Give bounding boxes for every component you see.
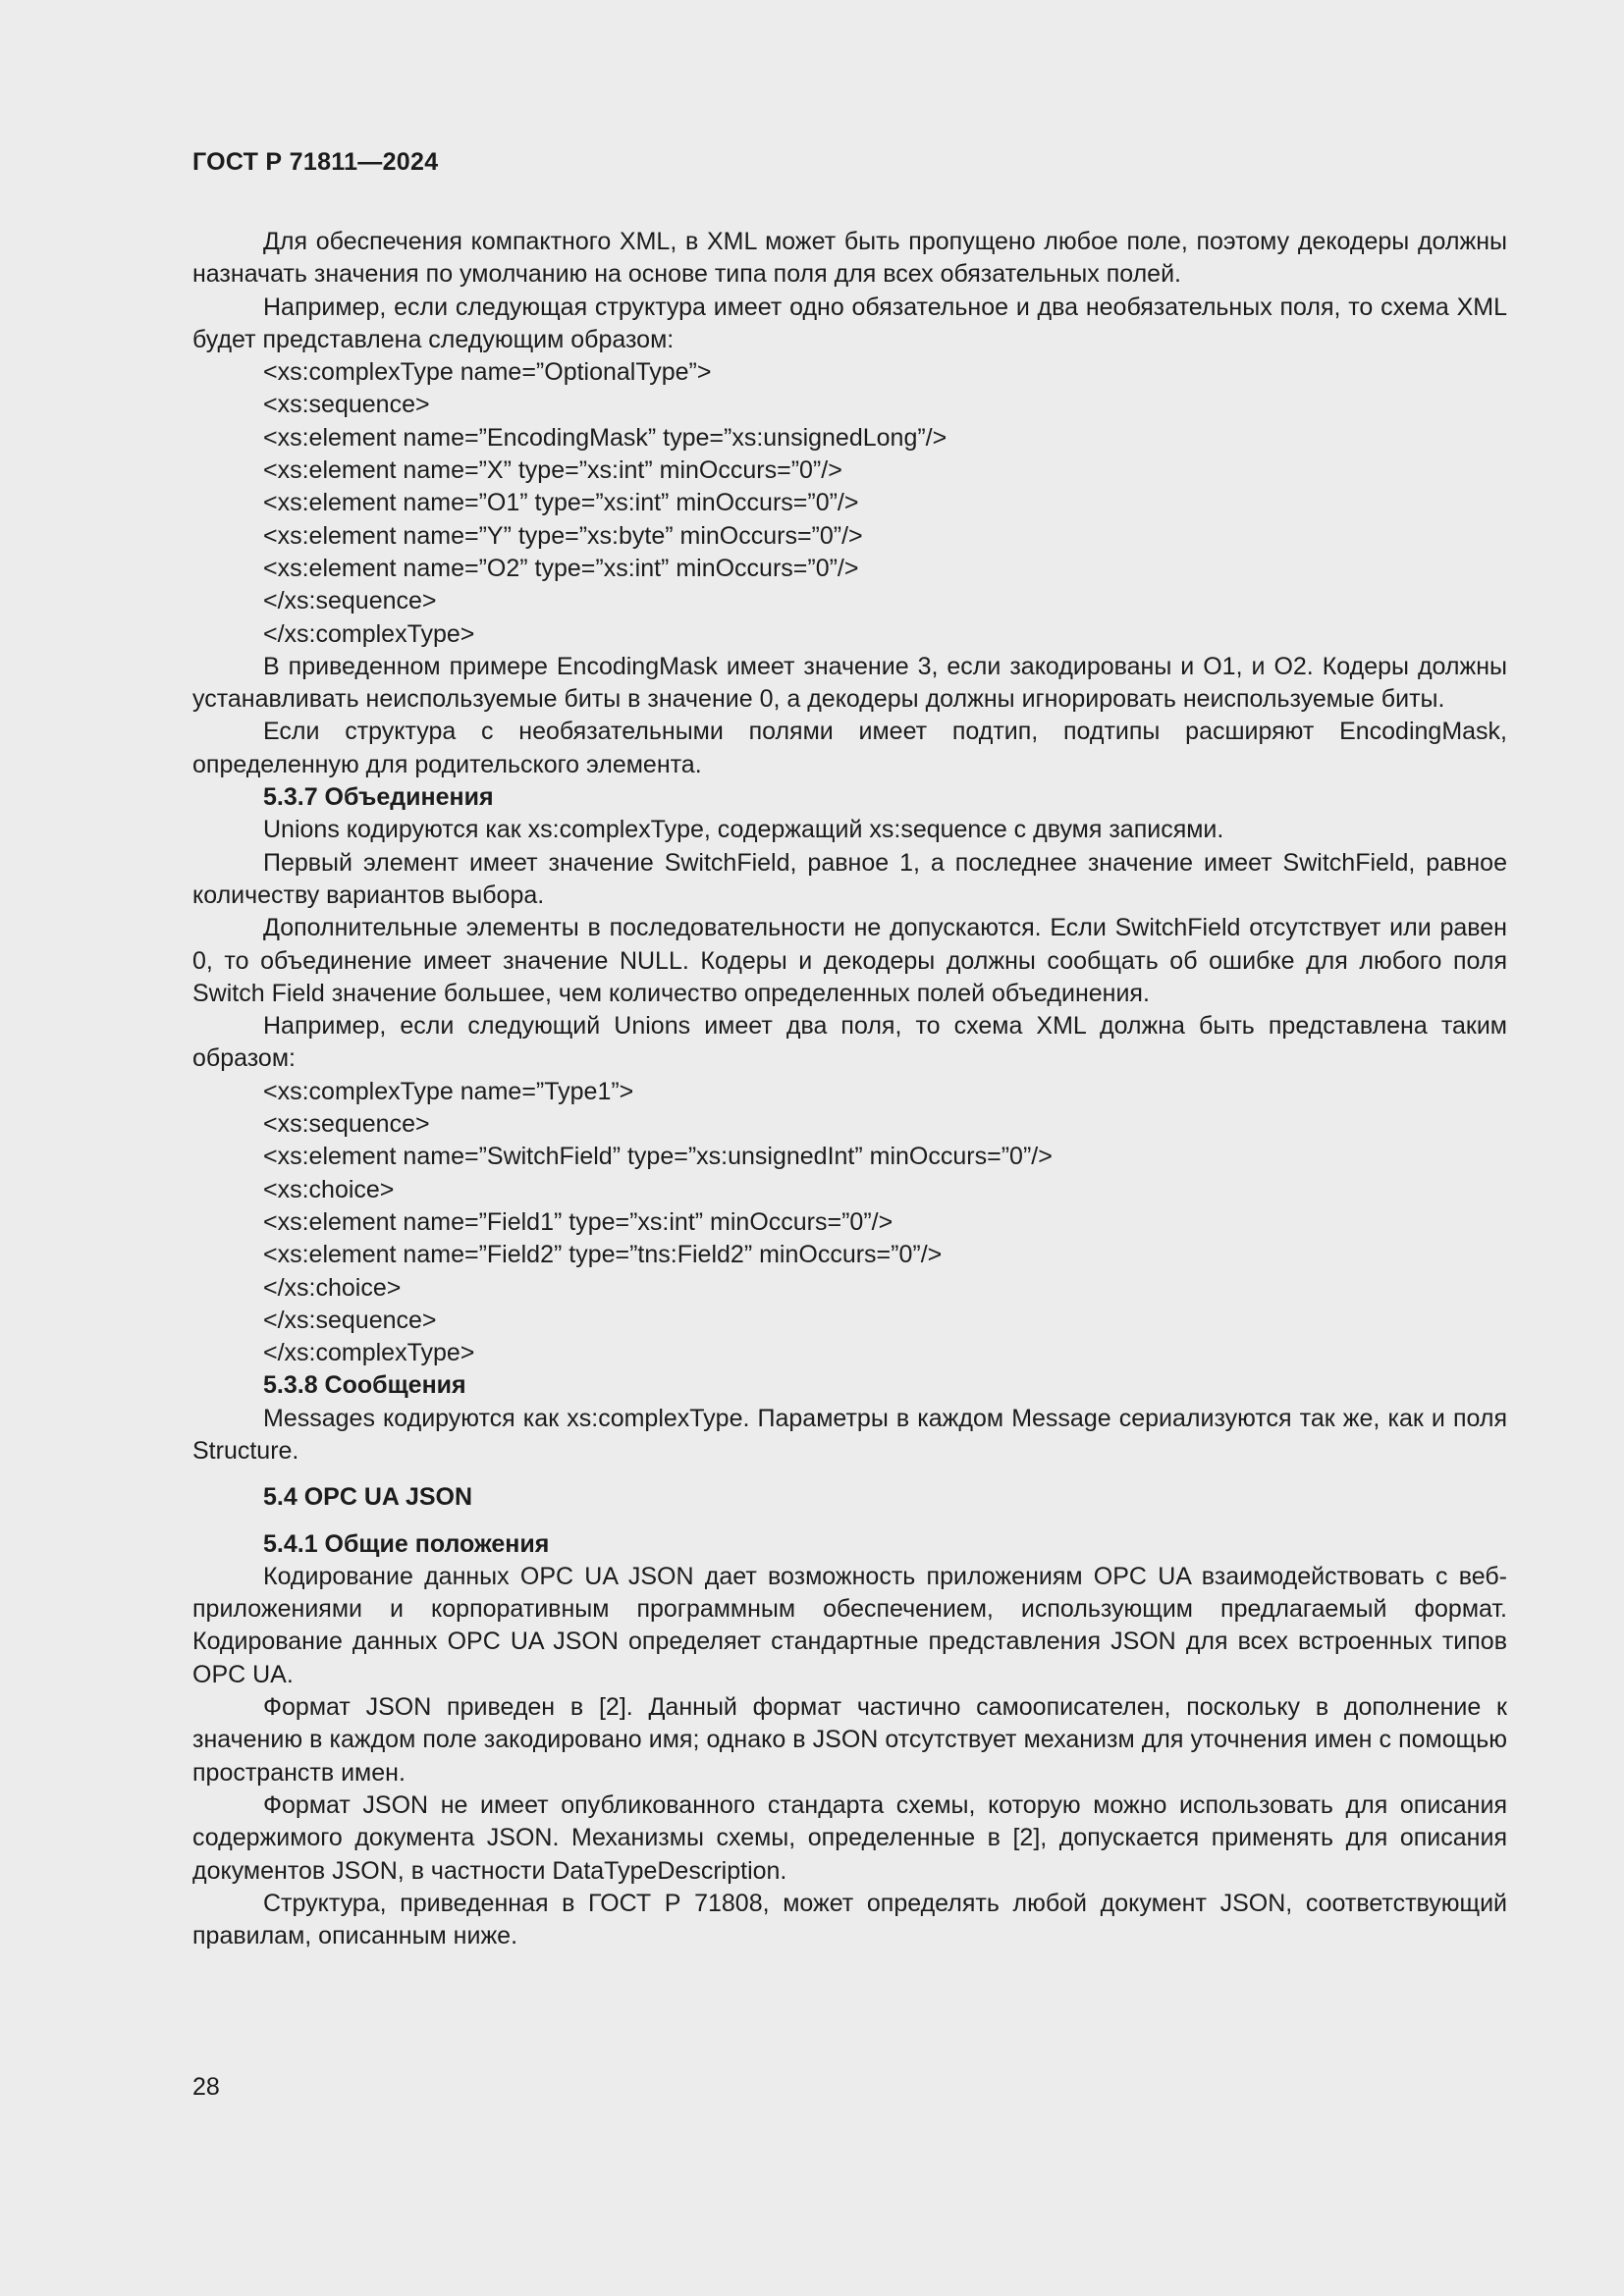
code-line: <xs:element name=”Field2” type=”tns:Field2” minOccurs=”0”/> bbox=[263, 1241, 943, 1269]
paragraph: Если структура с необязательными полями имеет подтип, подтипы расширяют EncodingMask, определенную для родительского элемента. bbox=[192, 718, 1507, 778]
paragraph: Например, если следующий Unions имеет два поля, то схема XML должна быть представлена таким образом: bbox=[192, 1012, 1507, 1073]
section-heading: 5.3.7 Объединения bbox=[263, 783, 494, 812]
code-line: <xs:element name=”EncodingMask” type=”xs:unsignedLong”/> bbox=[263, 423, 947, 452]
code-line: <xs:element name=”Y” type=”xs:byte” minOccurs=”0”/> bbox=[263, 521, 863, 550]
code-line: </xs:sequence> bbox=[263, 587, 437, 615]
paragraph: Формат JSON не имеет опубликованного стандарта схемы, которую можно использовать для описания содержимого документа JSON. Механизмы схемы, определенные в [2], допускается применять для описания документов JSON, в частности DataTypeDescription. bbox=[192, 1790, 1507, 1885]
section-heading: 5.3.8 Сообщения bbox=[263, 1371, 466, 1400]
code-line: <xs:sequence> bbox=[263, 391, 430, 419]
section-heading: 5.4.1 Общие положения bbox=[263, 1529, 550, 1558]
code-line: </xs:choice> bbox=[263, 1273, 402, 1302]
code-line: </xs:sequence> bbox=[263, 1306, 437, 1334]
paragraph: Например, если следующая структура имеет одно обязательное и два необязательных поля, то схема XML будет представлена следующим образом: bbox=[192, 293, 1507, 353]
paragraph: Кодирование данных OPC UA JSON дает возможность приложениям OPC UA взаимодействовать с веб-приложениями и корпоративным программным обеспечением, использующим предлагаемый формат. Кодирование данных OPC UA JSON определяет стандартные представления JSON для всех встроенных типов OPC UA. bbox=[192, 1562, 1507, 1688]
paragraph: В приведенном примере EncodingMask имеет значение 3, если закодированы и O1, и O2. Кодеры должны устанавливать неиспользуемые биты в значение 0, а декодеры должны игнорировать неиспользуемые биты. bbox=[192, 652, 1507, 714]
paragraph: Дополнительные элементы в последовательности не допускаются. Если SwitchField отсутствует или равен 0, то объединение имеет значение NULL. Кодеры и декодеры должны сообщать об ошибке для любого поля Switch Field значение большее, чем количество определенных полей объединения. bbox=[192, 914, 1507, 1007]
code-line: <xs:element name=”O1” type=”xs:int” minOccurs=”0”/> bbox=[263, 489, 859, 517]
paragraph: Unions кодируются как xs:complexType, содержащий xs:sequence с двумя записями. bbox=[263, 816, 1224, 844]
code-line: <xs:element name=”X” type=”xs:int” minOccurs=”0”/> bbox=[263, 456, 842, 485]
page-number: 28 bbox=[192, 2073, 220, 2101]
paragraph: Messages кодируются как xs:complexType. Параметры в каждом Message сериализуются так же, как и поля Structure. bbox=[192, 1404, 1507, 1465]
paragraph: Первый элемент имеет значение SwitchField, равное 1, а последнее значение имеет SwitchField, равное количеству вариантов выбора. bbox=[192, 848, 1507, 909]
code-line: <xs:element name=”Field1” type=”xs:int” minOccurs=”0”/> bbox=[263, 1207, 893, 1236]
paragraph: Формат JSON приведен в [2]. Данный формат частично самоописателен, поскольку в дополнение к значению в каждом поле закодировано имя; однако в JSON отсутствует механизм для уточнения имен с помощью пространств имен. bbox=[192, 1693, 1507, 1787]
code-line: <xs:element name=”O2” type=”xs:int” minOccurs=”0”/> bbox=[263, 554, 859, 582]
document-header: ГОСТ Р 71811—2024 bbox=[192, 148, 439, 176]
code-line: <xs:complexType name=”Type1”> bbox=[263, 1077, 634, 1105]
section-heading: 5.4 OPC UA JSON bbox=[263, 1483, 473, 1512]
code-line: <xs:complexType name=”OptionalType”> bbox=[263, 358, 712, 387]
code-line: <xs:element name=”SwitchField” type=”xs:unsignedInt” minOccurs=”0”/> bbox=[263, 1143, 1053, 1171]
code-line: <xs:choice> bbox=[263, 1175, 395, 1203]
code-line: </xs:complexType> bbox=[263, 1339, 475, 1367]
document-body bbox=[192, 226, 1507, 1952]
code-line: </xs:complexType> bbox=[263, 619, 475, 648]
code-line: <xs:sequence> bbox=[263, 1110, 430, 1139]
paragraph: Структура, приведенная в ГОСТ Р 71808, может определять любой документ JSON, соответствующий правилам, описанным ниже. bbox=[192, 1889, 1507, 1950]
paragraph: Для обеспечения компактного XML, в XML может быть пропущено любое поле, поэтому декодеры должны назначать значения по умолчанию на основе типа поля для всех обязательных полей. bbox=[192, 228, 1507, 289]
